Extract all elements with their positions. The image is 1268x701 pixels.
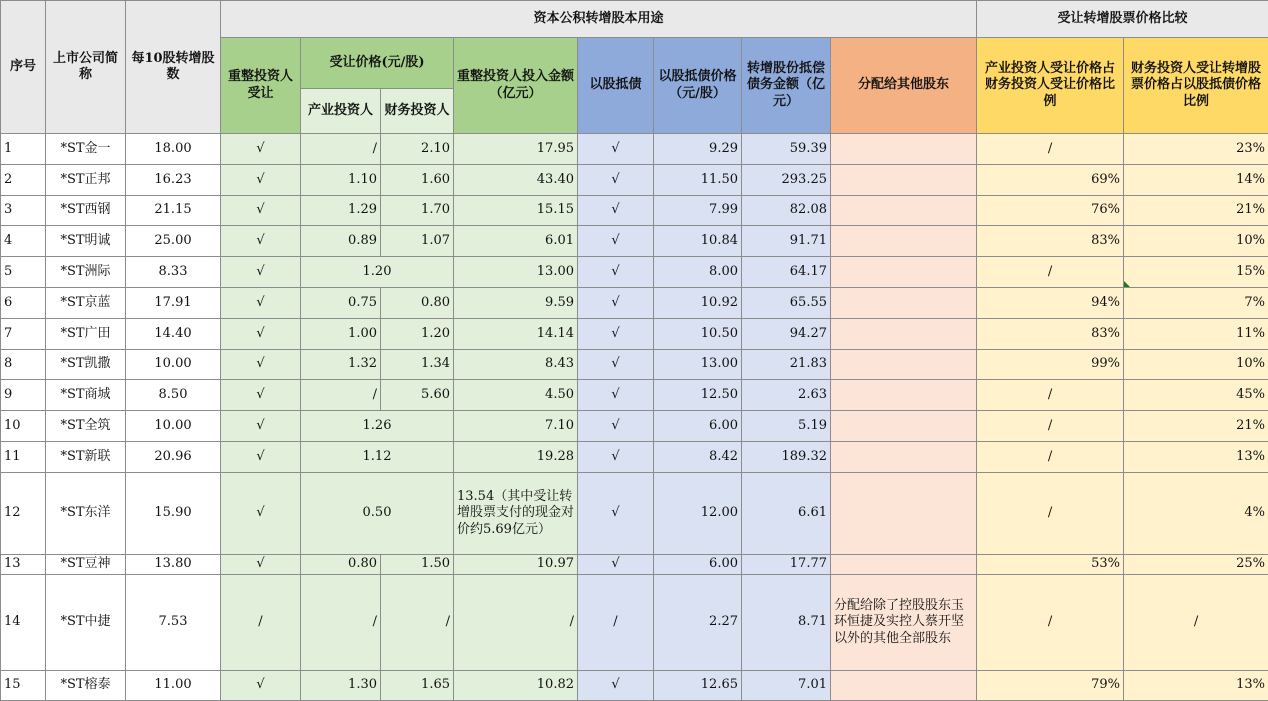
cell-amount: 7.10 [454, 411, 578, 442]
cell-company: *ST榕泰 [46, 671, 126, 701]
cell-ratio2: 21% [1124, 411, 1268, 442]
cell-debt-price: 6.00 [654, 555, 742, 575]
cell-seq: 10 [1, 411, 46, 442]
cell-restructure: √ [221, 555, 301, 575]
cell-debt: √ [578, 473, 654, 555]
cell-debt-price: 13.00 [654, 350, 742, 380]
cell-per10: 13.80 [126, 555, 221, 575]
header-price: 受让价格(元/股) [301, 38, 454, 89]
table-row [1, 575, 1268, 671]
cell-ratio1: / [977, 411, 1124, 442]
cell-per10: 10.00 [126, 350, 221, 380]
cell-amount: 13.00 [454, 257, 578, 288]
cell-financial: 1.20 [381, 319, 454, 350]
cell-debt-amount: 65.55 [742, 288, 831, 319]
cell-ratio1: 94% [977, 288, 1124, 319]
cell-ratio1: 99% [977, 350, 1124, 380]
cell-debt: √ [578, 442, 654, 473]
cell-debt-amount: 293.25 [742, 165, 831, 196]
cell-financial: 2.10 [381, 134, 454, 165]
cell-financial: 1.50 [381, 555, 454, 575]
cell-restructure: √ [221, 257, 301, 288]
header-seq: 序号 [1, 1, 46, 134]
table-row [1, 671, 1268, 701]
cell-debt-amount: 7.01 [742, 671, 831, 701]
cell-company: *ST金一 [46, 134, 126, 165]
cell-debt-amount: 21.83 [742, 350, 831, 380]
cell-amount: 13.54（其中受让转增股票支付的现金对价约5.69亿元） [454, 473, 578, 555]
cell-amount: 10.82 [454, 671, 578, 701]
cell-restructure: √ [221, 226, 301, 257]
cell-per10: 14.40 [126, 319, 221, 350]
cell-other [831, 134, 977, 165]
header-row-1 [1, 1, 1268, 38]
cell-per10: 8.33 [126, 257, 221, 288]
cell-per10: 25.00 [126, 226, 221, 257]
cell-industrial: / [301, 134, 381, 165]
cell-amount: 4.50 [454, 380, 578, 411]
cell-ratio2: 4% [1124, 473, 1268, 555]
cell-seq: 11 [1, 442, 46, 473]
cell-debt: √ [578, 226, 654, 257]
cell-debt-price: 9.29 [654, 134, 742, 165]
header-industrial: 产业投资人 [301, 89, 381, 134]
cell-debt-price: 8.42 [654, 442, 742, 473]
header-amount: 重整投资人投入金额（亿元） [454, 38, 578, 134]
cell-company: *ST商城 [46, 380, 126, 411]
cell-debt-price: 6.00 [654, 411, 742, 442]
cell-industrial: / [301, 575, 381, 671]
cell-seq: 12 [1, 473, 46, 555]
cell-ratio2: 15% [1124, 257, 1268, 288]
cell-debt-price: 8.00 [654, 257, 742, 288]
cell-price-merged: 0.50 [301, 473, 454, 555]
header-group-compare: 受让转增股票价格比较 [977, 1, 1268, 38]
cell-debt: √ [578, 196, 654, 226]
cell-ratio1: 83% [977, 319, 1124, 350]
cell-industrial: 1.29 [301, 196, 381, 226]
cell-other [831, 442, 977, 473]
table-row [1, 165, 1268, 196]
cell-industrial: 1.00 [301, 319, 381, 350]
cell-other [831, 411, 977, 442]
cell-restructure: / [221, 575, 301, 671]
cell-seq: 2 [1, 165, 46, 196]
cell-ratio2: 14% [1124, 165, 1268, 196]
cell-ratio2: 10% [1124, 226, 1268, 257]
cell-debt-amount: 2.63 [742, 380, 831, 411]
cell-other [831, 165, 977, 196]
cell-financial: 1.65 [381, 671, 454, 701]
cell-financial: 5.60 [381, 380, 454, 411]
cell-debt-amount: 8.71 [742, 575, 831, 671]
cell-ratio1: / [977, 257, 1124, 288]
header-debt-price: 以股抵债价格（元/股） [654, 38, 742, 134]
cell-ratio2: 7% [1124, 288, 1268, 319]
cell-financial: 1.07 [381, 226, 454, 257]
cell-seq: 8 [1, 350, 46, 380]
cell-seq: 3 [1, 196, 46, 226]
cell-company: *ST西钢 [46, 196, 126, 226]
cell-restructure: √ [221, 319, 301, 350]
cell-financial: 1.70 [381, 196, 454, 226]
cell-debt-amount: 82.08 [742, 196, 831, 226]
cell-debt: √ [578, 350, 654, 380]
cell-debt: √ [578, 411, 654, 442]
cell-debt-amount: 59.39 [742, 134, 831, 165]
header-debt-amount: 转增股份抵偿债务金额（亿元） [742, 38, 831, 134]
table-row [1, 555, 1268, 575]
cell-seq: 1 [1, 134, 46, 165]
cell-ratio2: 13% [1124, 442, 1268, 473]
cell-per10: 8.50 [126, 380, 221, 411]
cell-per10: 7.53 [126, 575, 221, 671]
cell-restructure: √ [221, 473, 301, 555]
header-other: 分配给其他股东 [831, 38, 977, 134]
cell-other [831, 671, 977, 701]
cell-per10: 18.00 [126, 134, 221, 165]
cell-amount: 43.40 [454, 165, 578, 196]
cell-debt-amount: 6.61 [742, 473, 831, 555]
table-row [1, 257, 1268, 288]
table-row [1, 380, 1268, 411]
cell-company: *ST中捷 [46, 575, 126, 671]
cell-amount: 19.28 [454, 442, 578, 473]
header-financial: 财务投资人 [381, 89, 454, 134]
cell-company: *ST凯撒 [46, 350, 126, 380]
cell-restructure: √ [221, 165, 301, 196]
cell-per10: 21.15 [126, 196, 221, 226]
cell-company: *ST正邦 [46, 165, 126, 196]
cell-debt: √ [578, 288, 654, 319]
cell-ratio2: / [1124, 575, 1268, 671]
header-debt: 以股抵债 [578, 38, 654, 134]
cell-debt-amount: 94.27 [742, 319, 831, 350]
cell-amount: 10.97 [454, 555, 578, 575]
table-row [1, 411, 1268, 442]
cell-debt-amount: 5.19 [742, 411, 831, 442]
cell-other [831, 288, 977, 319]
cell-other: 分配给除了控股股东玉环恒捷及实控人蔡开坚以外的其他全部股东 [831, 575, 977, 671]
cell-per10: 11.00 [126, 671, 221, 701]
cell-seq: 14 [1, 575, 46, 671]
table-row [1, 319, 1268, 350]
cell-other [831, 319, 977, 350]
cell-debt-price: 10.84 [654, 226, 742, 257]
cell-industrial: 1.32 [301, 350, 381, 380]
cell-debt-price: 11.50 [654, 165, 742, 196]
cell-price-merged: 1.20 [301, 257, 454, 288]
cell-industrial: 1.10 [301, 165, 381, 196]
cell-restructure: √ [221, 350, 301, 380]
cell-ratio2: 21% [1124, 196, 1268, 226]
cell-industrial: 1.30 [301, 671, 381, 701]
table-row [1, 473, 1268, 555]
cell-ratio1: / [977, 442, 1124, 473]
cell-ratio2: 13% [1124, 671, 1268, 701]
cell-debt-price: 10.50 [654, 319, 742, 350]
cell-per10: 10.00 [126, 411, 221, 442]
cell-ratio1: 53% [977, 555, 1124, 575]
cell-restructure: √ [221, 288, 301, 319]
table-row [1, 350, 1268, 380]
cell-ratio1: 83% [977, 226, 1124, 257]
cell-debt-price: 10.92 [654, 288, 742, 319]
cell-seq: 4 [1, 226, 46, 257]
cell-financial: 0.80 [381, 288, 454, 319]
cell-company: *ST新联 [46, 442, 126, 473]
header-group-use: 资本公积转增股本用途 [221, 1, 977, 38]
header-per10: 每10股转增股数 [126, 1, 221, 134]
cell-company: *ST广田 [46, 319, 126, 350]
cell-ratio2: 10% [1124, 350, 1268, 380]
cell-debt-amount: 64.17 [742, 257, 831, 288]
cell-ratio1: 76% [977, 196, 1124, 226]
cell-debt: √ [578, 257, 654, 288]
cell-ratio2: 45% [1124, 380, 1268, 411]
cell-other [831, 555, 977, 575]
cell-debt: √ [578, 165, 654, 196]
cell-financial: 1.34 [381, 350, 454, 380]
cell-price-merged: 1.12 [301, 442, 454, 473]
cell-restructure: √ [221, 411, 301, 442]
cell-ratio2: 11% [1124, 319, 1268, 350]
cell-seq: 9 [1, 380, 46, 411]
cell-company: *ST明诚 [46, 226, 126, 257]
cell-amount: / [454, 575, 578, 671]
cell-per10: 17.91 [126, 288, 221, 319]
cell-industrial: 0.75 [301, 288, 381, 319]
table-row [1, 288, 1268, 319]
cell-ratio2: 23% [1124, 134, 1268, 165]
cell-other [831, 196, 977, 226]
cell-other [831, 473, 977, 555]
table-row [1, 134, 1268, 165]
cell-restructure: √ [221, 134, 301, 165]
cell-financial: 1.60 [381, 165, 454, 196]
cell-company: *ST京蓝 [46, 288, 126, 319]
cell-amount: 6.01 [454, 226, 578, 257]
table-row [1, 196, 1268, 226]
cell-debt-price: 12.65 [654, 671, 742, 701]
cell-industrial: 0.89 [301, 226, 381, 257]
cell-restructure: √ [221, 196, 301, 226]
cell-company: *ST全筑 [46, 411, 126, 442]
cell-debt-price: 12.00 [654, 473, 742, 555]
cell-debt-price: 2.27 [654, 575, 742, 671]
table-row [1, 442, 1268, 473]
cell-amount: 9.59 [454, 288, 578, 319]
cell-other [831, 257, 977, 288]
cell-amount: 14.14 [454, 319, 578, 350]
cell-debt-amount: 17.77 [742, 555, 831, 575]
cell-company: *ST洲际 [46, 257, 126, 288]
cell-seq: 15 [1, 671, 46, 701]
cell-restructure: √ [221, 671, 301, 701]
cell-ratio1: 69% [977, 165, 1124, 196]
cell-debt: √ [578, 134, 654, 165]
cell-other [831, 350, 977, 380]
cell-industrial: / [301, 380, 381, 411]
cell-per10: 20.96 [126, 442, 221, 473]
cell-debt: √ [578, 319, 654, 350]
header-ratio-fin-debt: 财务投资人受让转增股票价格占以股抵债价格比例 [1124, 38, 1268, 134]
cell-seq: 6 [1, 288, 46, 319]
cell-ratio1: / [977, 575, 1124, 671]
cell-per10: 15.90 [126, 473, 221, 555]
cell-financial: / [381, 575, 454, 671]
cell-debt-price: 12.50 [654, 380, 742, 411]
cell-other [831, 380, 977, 411]
cell-ratio2: 25% [1124, 555, 1268, 575]
cell-seq: 5 [1, 257, 46, 288]
cell-ratio1: / [977, 134, 1124, 165]
cell-restructure: √ [221, 380, 301, 411]
cell-debt: √ [578, 555, 654, 575]
cell-price-merged: 1.26 [301, 411, 454, 442]
cell-per10: 16.23 [126, 165, 221, 196]
table-row [1, 226, 1268, 257]
cell-amount: 8.43 [454, 350, 578, 380]
cell-company: *ST东洋 [46, 473, 126, 555]
cell-seq: 13 [1, 555, 46, 575]
header-company: 上市公司简称 [46, 1, 126, 134]
table-body [1, 1, 1268, 701]
cell-ratio1: / [977, 473, 1124, 555]
cell-amount: 17.95 [454, 134, 578, 165]
cell-industrial: 0.80 [301, 555, 381, 575]
cell-debt-amount: 91.71 [742, 226, 831, 257]
cell-debt: √ [578, 671, 654, 701]
cell-amount: 15.15 [454, 196, 578, 226]
cell-debt-amount: 189.32 [742, 442, 831, 473]
cell-debt: √ [578, 380, 654, 411]
cell-other [831, 226, 977, 257]
cell-debt: / [578, 575, 654, 671]
header-restructure: 重整投资人受让 [221, 38, 301, 134]
cell-restructure: √ [221, 442, 301, 473]
cell-ratio1: 79% [977, 671, 1124, 701]
cell-ratio1: / [977, 380, 1124, 411]
header-ratio-ind-fin: 产业投资人受让价格占财务投资人受让价格比例 [977, 38, 1124, 134]
cell-debt-price: 7.99 [654, 196, 742, 226]
cell-seq: 7 [1, 319, 46, 350]
cell-company: *ST豆神 [46, 555, 126, 575]
